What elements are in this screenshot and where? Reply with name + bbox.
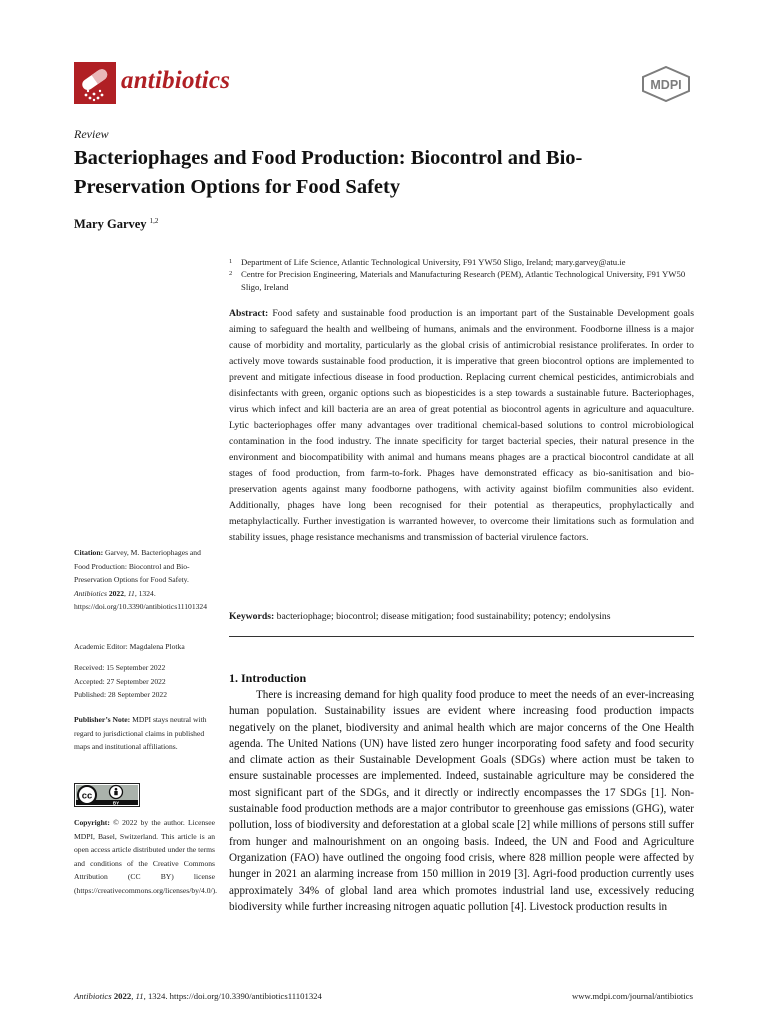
abstract	[229, 306, 694, 546]
footer-doi-link[interactable]: , 1324. https://doi.org/10.3390/antibiotics11101324	[143, 991, 322, 1001]
received-date: Received: 15 September 2022	[74, 663, 166, 672]
section-heading-introduction: 1. Introduction	[229, 671, 307, 685]
author-name-text: Mary Garvey	[74, 217, 147, 231]
mdpi-logo	[640, 66, 692, 102]
affiliation-text: Centre for Precision Engineering, Materials and Manufacturing Research (PEM), Atlantic Technological University, F91 YW50 Sligo, Ireland	[241, 269, 686, 292]
copyright-text: © 2022 by the author. Licensee MDPI, Basel, Switzerland. This article is an open access article distributed under the terms and conditions of the Creative Commons Attribution (CC BY) license (https://creativecommons.org/licenses/by/4.0/).	[74, 818, 218, 895]
publisher-note	[74, 713, 215, 754]
abstract-text: Food safety and sustainable food production is an important part of the Sustainable Development goals aiming to safeguard the health and wellbeing of humans, animals and the environment. Foodborne illness is a major cause of morbidity and mortality, particularly as the global crisis of antimicrobial resistance proliferates. In order to actively move towards sustainable food production, it is imperative that green biocontrol options are implemented to prevent and mitigate infectious disease in food production. Replacing current chemical pesticides, antimicrobials and disinfectants with green, organic options such as biopesticides is a step towards a sustainable future. Bacteriophages, virus which infect and kill bacteria are an area of great potential as biocontrol agents in agriculture and aquaculture. Lytic bacteriophages offer many advantages over traditional chemical-based solutions to control microbiological contamination in the food industry. The innate specificity for target bacterial species, their natural presence in the environment and biocompatibility with animal and humans means phages are a practical biocontrol candidate at all stages of food production, from farm-to-fork. Phages have demonstrated efficacy as bio-sanitisation and bio-preservation agents against many foodborne pathogens, with activity against biofilm communities also evident. Additionally, phages have long been recognised for their potential as therapeutics, prophylactically and metaphylactically. Further investigation is warranted however, to overcome their limitations such as formulation and stability issues, phage resistance mechanisms and transmission of bacterial virulence factors.	[229, 308, 694, 543]
citation-block: Citation: Garvey, M. Bacteriophages and Food Production: Biocontrol and Bio-Preservation Options for Food Safety. Antibiotics 2022, 11, 1324. https://doi.org/10.3390/antibiotics11101324	[74, 548, 208, 611]
keywords	[229, 609, 694, 625]
introduction-paragraph: There is increasing demand for high quality food produce to meet the needs of an ever-increasing human population. Sustainability issues are evident where increasing food production impacts negatively on the planet, biodiversity and animal health which are major concerns of the One Health agenda. The United Nations (UN) have listed zero hunger incorporating food safety and food security and climate action as their Sustainable Development Goals (SDGs) where action must be taken to ensure sustainable processes are implemented. Indeed, sustainable agriculture may be considered the most significant part of the SDGs, and it directly or indirectly encompasses the 17 SDGs [1]. Non-sustainable food production methods are a major contributor to greenhouse gas emissions (GHG), water pollution, loss of biodiversity and deforestation at a global scale [2] while millions of persons still suffer from hunger and malnourishment on an ongoing basis. Indeed, the UN and Food and Agriculture Organization (FAO) have outlined the ongoing food crisis, where 828 million people were affected by hunger in 2021 an alarming increase from 150 million in 2019 [3]. Agri-food production currently uses approximately 34% of global land area which promotes industrial land use, excessively reducing biodiversity while further increasing nitrogen aquatic pollution [4]. Livestock production results in	[229, 689, 694, 913]
publisher-note-text: MDPI stays neutral with regard to jurisdictional claims in published maps and institutional affiliations.	[74, 715, 207, 751]
affiliation-number: 2	[229, 270, 233, 277]
accepted-date: Accepted: 27 September 2022	[74, 676, 166, 686]
published-date: Published: 28 September 2022	[74, 690, 168, 699]
cc-icon: cc	[81, 790, 93, 802]
footer-journal-url[interactable]: www.mdpi.com/journal/antibiotics	[571, 991, 693, 1001]
affiliation-number: 1	[229, 258, 233, 265]
keywords-text: bacteriophage; biocontrol; disease mitigation; food sustainability; potency; endolysins	[276, 611, 611, 622]
article-type: Review	[74, 127, 109, 141]
copyright-block	[74, 816, 218, 897]
citation-text: Garvey, M. Bacteriophages and Food Production: Biocontrol and Bio-Preservation Options for Food Safety.	[74, 548, 201, 584]
attribution-person-icon	[115, 788, 118, 791]
abstract-label: Abstract:	[229, 308, 269, 319]
affiliation-text: Department of Life Science, Atlantic Technological University, F91 YW50 Sligo, Ireland; mary.garvey@atu.ie	[241, 257, 626, 267]
cc-by-license-badge[interactable]	[74, 783, 140, 807]
publisher-note-label: Publisher’s Note:	[74, 715, 131, 724]
publication-dates	[74, 661, 215, 702]
academic-editor: Academic Editor: Magdalena Plotka	[74, 642, 185, 651]
footer-citation: Antibiotics 2022, 11, 1324. https://doi.org/10.3390/antibiotics11101324	[74, 991, 322, 1001]
footer-journal: Antibiotics	[74, 991, 112, 1001]
citation-volume: 11	[127, 588, 135, 598]
citation-label: Citation:	[74, 548, 104, 557]
citation-year: 2022	[108, 588, 124, 598]
keywords-label: Keywords:	[229, 611, 275, 622]
divider	[229, 636, 694, 637]
journal-name: antibiotics	[121, 67, 231, 94]
author-affiliation-marks: 1,2	[149, 217, 159, 225]
author-name	[74, 217, 158, 232]
footer-year: 2022	[113, 991, 132, 1001]
footer-volume: 11	[135, 991, 144, 1001]
copyright-label: Copyright:	[74, 818, 110, 827]
article-title: Bacteriophages and Food Production: Biocontrol and Bio-Preservation Options for Food Safety	[74, 147, 583, 198]
cc-by-label: BY	[112, 800, 120, 806]
citation-doi-link[interactable]: 1324. https://doi.org/10.3390/antibiotics11101324	[74, 588, 208, 611]
journal-logo-icon	[74, 62, 116, 104]
mdpi-logo-text: MDPI	[650, 78, 682, 92]
citation-journal: Antibiotics	[74, 588, 107, 598]
